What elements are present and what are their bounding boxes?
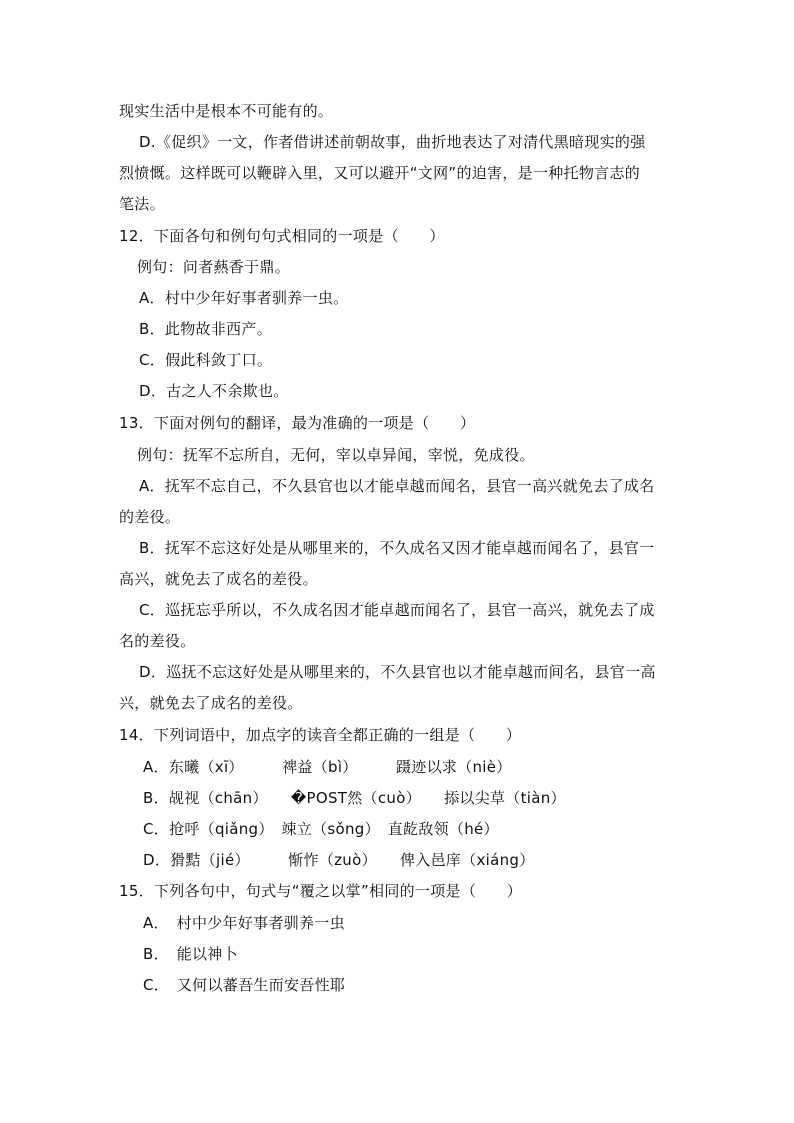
- intro-line-1: 现实生活中是根本不可能有的。: [119, 102, 334, 120]
- q14-option-c: C．抢呼（qiǎng） 竦立（sǒng） 直龁敌领（hé）: [143, 820, 499, 838]
- q13-option-d-line-1: D．巡抚不忘这好处是从哪里来的，不久县官也以才能卓越而间名，县官一高: [139, 663, 656, 681]
- q13-option-a-line-2: 的差役。: [119, 508, 181, 526]
- intro-line-3: 烈愤慨。这样既可以鞭辟入里，又可以避开“文网”的迫害，是一种托物言志的: [119, 164, 641, 182]
- q12-stem: 12．下面各句和例句句式相同的一项是（ ）: [119, 227, 445, 245]
- q12-option-a: A．村中少年好事者驯养一虫。: [139, 289, 349, 307]
- q12-option-d: D．古之人不余欺也。: [139, 382, 289, 400]
- q12-option-b: B．此物故非西产。: [139, 320, 272, 338]
- q14-option-a: A．东曦（xī） 禆益（bì） 蹑迹以求（niè）: [143, 758, 512, 776]
- q13-option-d-line-2: 兴，就免去了成名的差役。: [119, 694, 303, 712]
- q14-stem: 14．下列词语中，加点字的读音全都正确的一组是（ ）: [119, 726, 522, 744]
- q15-stem: 15．下列各句中，句式与“覆之以掌”相同的一项是（ ）: [119, 882, 523, 900]
- q13-option-a-line-1: A．抚军不忘自己，不久县官也以才能卓越而闻名，县官一高兴就免去了成名: [139, 477, 655, 495]
- q15-option-b: B． 能以神卜: [143, 945, 238, 963]
- q13-option-b-line-2: 高兴，就免去了成名的差役。: [119, 570, 318, 588]
- intro-line-2: D.《促织》一文，作者借讲述前朝故事，曲折地表达了对清代黑暗现实的强: [139, 133, 646, 151]
- q13-example: 例句：抚军不忘所自，无何，宰以卓异闻，宰悦，免成役。: [137, 446, 535, 464]
- q15-option-a: A． 村中少年好事者驯养一虫: [143, 914, 345, 932]
- q13-option-c-line-2: 名的差役。: [119, 632, 196, 650]
- q14-option-b: B．觇视（chān） �POST然（cuò） 掭以尖草（tiàn）: [143, 789, 566, 807]
- q13-option-c-line-1: C．巡抚忘乎所以，不久成名因才能卓越而闻名了，县官一高兴，就免去了成: [139, 601, 655, 619]
- q13-stem: 13．下面对例句的翻译，最为准确的一项是（ ）: [119, 414, 476, 432]
- q13-option-b-line-1: B．抚军不忘这好处是从哪里来的，不久成名又因才能卓越而闻名了，县官一: [139, 539, 655, 557]
- intro-line-4: 笔法。: [119, 195, 165, 213]
- q12-option-c: C．假此科敛丁口。: [139, 351, 273, 369]
- q12-example: 例句：问者爇香于鼎。: [137, 258, 291, 276]
- q14-option-d: D．猾黠（jié） 惭怍（zuò） 俾入邑庠（xiáng）: [143, 851, 535, 869]
- q15-option-c: C． 又何以蕃吾生而安吾性耶: [143, 976, 346, 994]
